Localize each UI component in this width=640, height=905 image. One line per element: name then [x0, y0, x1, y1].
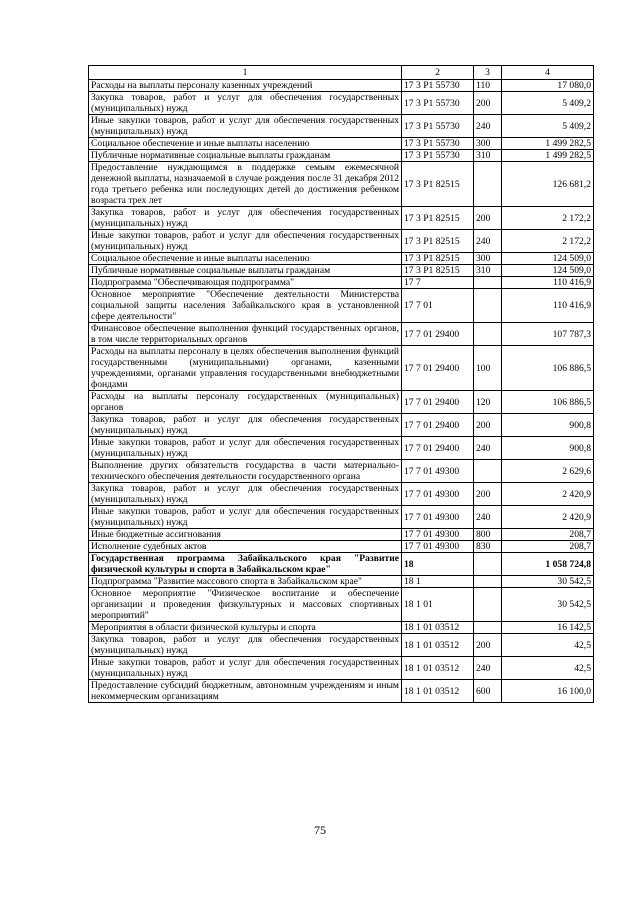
table-row — [89, 323, 594, 346]
cell-sum: 124 509,0 — [502, 253, 594, 265]
cell-sum: 900,8 — [502, 437, 594, 460]
cell-type — [474, 460, 502, 483]
table-row — [89, 115, 594, 138]
cell-sum: 30 542,5 — [502, 588, 594, 622]
cell-sum: 110 416,9 — [502, 289, 594, 323]
table-row — [89, 138, 594, 150]
cell-code: 17 7 01 29400 — [402, 437, 474, 460]
cell-type: 200 — [474, 634, 502, 657]
table-row — [89, 553, 594, 576]
table-row — [89, 253, 594, 265]
cell-sum: 106 886,5 — [502, 346, 594, 391]
cell-name: Иные закупки товаров, работ и услуг для обеспечения государственных (муниципальных) нужд — [89, 437, 402, 460]
cell-sum: 2 172,2 — [502, 207, 594, 230]
cell-type: 200 — [474, 414, 502, 437]
cell-type: 300 — [474, 253, 502, 265]
cell-sum: 2 420,9 — [502, 506, 594, 529]
cell-name: Финансовое обеспечение выполнения функций государственных органов, в том числе территориальных органов — [89, 323, 402, 346]
table-row — [89, 80, 594, 92]
cell-type: 310 — [474, 265, 502, 277]
cell-code: 18 — [402, 553, 474, 576]
cell-type: 240 — [474, 437, 502, 460]
cell-name: Исполнение судебных актов — [89, 541, 402, 553]
table-row — [89, 460, 594, 483]
cell-code: 18 1 01 — [402, 588, 474, 622]
cell-code: 18 1 01 03512 — [402, 657, 474, 680]
table-row — [89, 277, 594, 289]
cell-sum: 900,8 — [502, 414, 594, 437]
cell-code: 18 1 01 03512 — [402, 680, 474, 703]
cell-type — [474, 553, 502, 576]
cell-sum: 42,5 — [502, 657, 594, 680]
cell-code: 17 7 01 29400 — [402, 414, 474, 437]
cell-type — [474, 576, 502, 588]
cell-sum: 1 499 282,5 — [502, 150, 594, 162]
cell-type — [474, 622, 502, 634]
cell-name: Подпрограмма "Развитие массового спорта в Забайкальском крае" — [89, 576, 402, 588]
cell-code: 18 1 — [402, 576, 474, 588]
table-row — [89, 391, 594, 414]
cell-sum: 1 499 282,5 — [502, 138, 594, 150]
cell-type — [474, 162, 502, 207]
cell-code: 17 7 — [402, 277, 474, 289]
cell-code: 17 7 01 29400 — [402, 346, 474, 391]
table-row — [89, 680, 594, 703]
cell-name: Выполнение других обязательств государства в части материально-технического обеспечения деятельности государственного органа — [89, 460, 402, 483]
cell-type — [474, 323, 502, 346]
cell-sum: 124 509,0 — [502, 265, 594, 277]
cell-name: Основное мероприятие "Обеспечение деятельности Министерства социальной защиты населения Забайкальского края в установленной сфере деятельности" — [89, 289, 402, 323]
cell-name: Предоставление субсидий бюджетным, автономным учреждениям и иным некоммерческим организациям — [89, 680, 402, 703]
cell-type: 110 — [474, 80, 502, 92]
table-row — [89, 576, 594, 588]
cell-type: 240 — [474, 115, 502, 138]
cell-sum: 110 416,9 — [502, 277, 594, 289]
cell-sum: 16 100,0 — [502, 680, 594, 703]
table-row — [89, 622, 594, 634]
cell-code: 17 7 01 49300 — [402, 541, 474, 553]
cell-name: Закупка товаров, работ и услуг для обеспечения государственных (муниципальных) нужд — [89, 414, 402, 437]
cell-code: 17 3 P1 55730 — [402, 150, 474, 162]
cell-code: 17 3 P1 82515 — [402, 162, 474, 207]
cell-name: Расходы на выплаты персоналу казенных учреждений — [89, 80, 402, 92]
cell-type: 830 — [474, 541, 502, 553]
cell-code: 17 7 01 49300 — [402, 483, 474, 506]
cell-code: 18 1 01 03512 — [402, 622, 474, 634]
cell-sum: 2 420,9 — [502, 483, 594, 506]
table-row — [89, 230, 594, 253]
cell-sum: 2 172,2 — [502, 230, 594, 253]
cell-code: 17 7 01 49300 — [402, 529, 474, 541]
cell-sum: 16 142,5 — [502, 622, 594, 634]
cell-name: Иные бюджетные ассигнования — [89, 529, 402, 541]
cell-type: 100 — [474, 346, 502, 391]
table-row — [89, 483, 594, 506]
cell-sum: 208,7 — [502, 541, 594, 553]
cell-type: 240 — [474, 506, 502, 529]
cell-name: Закупка товаров, работ и услуг для обеспечения государственных (муниципальных) нужд — [89, 92, 402, 115]
cell-sum: 106 886,5 — [502, 391, 594, 414]
cell-type: 240 — [474, 657, 502, 680]
cell-name: Расходы на выплаты персоналу в целях обеспечения выполнения функций государственными (муниципальными) органами, казенными учреждениями, органами управления государственными внебюджетными фондами — [89, 346, 402, 391]
table-row — [89, 92, 594, 115]
cell-type: 200 — [474, 483, 502, 506]
cell-sum: 126 681,2 — [502, 162, 594, 207]
cell-name: Предоставление нуждающимся в поддержке семьям ежемесячной денежной выплаты, назначаемой в случае рождения после 31 декабря 2012 года третьего ребенка или последующих детей до достижения ребенком возраста трех лет — [89, 162, 402, 207]
cell-name: Основное мероприятие "Физическое воспитание и обеспечение организации и проведения физкультурных и массовых спортивных мероприятий" — [89, 588, 402, 622]
cell-name: Расходы на выплаты персоналу государственных (муниципальных) органов — [89, 391, 402, 414]
table-row — [89, 657, 594, 680]
header-cell-code: 2 — [402, 66, 474, 80]
header-cell-name: 1 — [89, 66, 402, 80]
cell-type: 600 — [474, 680, 502, 703]
cell-sum: 1 058 724,8 — [502, 553, 594, 576]
cell-sum: 2 629,6 — [502, 460, 594, 483]
cell-sum: 208,7 — [502, 529, 594, 541]
table-row — [89, 588, 594, 622]
cell-name: Закупка товаров, работ и услуг для обеспечения государственных (муниципальных) нужд — [89, 483, 402, 506]
cell-code: 17 3 P1 55730 — [402, 138, 474, 150]
table-row — [89, 162, 594, 207]
cell-sum: 107 787,3 — [502, 323, 594, 346]
table-row — [89, 265, 594, 277]
cell-type: 300 — [474, 138, 502, 150]
header-cell-type: 3 — [474, 66, 502, 80]
cell-sum: 42,5 — [502, 634, 594, 657]
cell-code: 17 7 01 29400 — [402, 323, 474, 346]
cell-sum: 5 409,2 — [502, 92, 594, 115]
cell-type — [474, 588, 502, 622]
cell-name: Мероприятия в области физической культуры и спорта — [89, 622, 402, 634]
table-row — [89, 506, 594, 529]
table-row — [89, 150, 594, 162]
cell-type — [474, 289, 502, 323]
cell-name: Подпрограмма "Обеспечивающая подпрограмма" — [89, 277, 402, 289]
cell-name: Закупка товаров, работ и услуг для обеспечения государственных (муниципальных) нужд — [89, 634, 402, 657]
cell-code: 18 1 01 03512 — [402, 634, 474, 657]
cell-code: 17 7 01 29400 — [402, 391, 474, 414]
cell-name: Иные закупки товаров, работ и услуг для обеспечения государственных (муниципальных) нужд — [89, 230, 402, 253]
cell-code: 17 3 P1 82515 — [402, 253, 474, 265]
cell-name: Иные закупки товаров, работ и услуг для обеспечения государственных (муниципальных) нужд — [89, 506, 402, 529]
cell-code: 17 7 01 — [402, 289, 474, 323]
cell-code: 17 7 01 49300 — [402, 506, 474, 529]
table-row — [89, 634, 594, 657]
cell-type: 800 — [474, 529, 502, 541]
cell-name: Публичные нормативные социальные выплаты гражданам — [89, 150, 402, 162]
table-row — [89, 541, 594, 553]
cell-type: 200 — [474, 92, 502, 115]
budget-table-body — [89, 66, 594, 703]
cell-code: 17 3 P1 82515 — [402, 265, 474, 277]
cell-type: 200 — [474, 207, 502, 230]
cell-code: 17 3 P1 55730 — [402, 80, 474, 92]
cell-type: 310 — [474, 150, 502, 162]
table-row — [89, 437, 594, 460]
table-row — [89, 207, 594, 230]
cell-type — [474, 277, 502, 289]
cell-code: 17 3 P1 55730 — [402, 115, 474, 138]
cell-sum: 30 542,5 — [502, 576, 594, 588]
cell-code: 17 7 01 49300 — [402, 460, 474, 483]
cell-name: Социальное обеспечение и иные выплаты населению — [89, 253, 402, 265]
table-row — [89, 289, 594, 323]
cell-code: 17 3 P1 82515 — [402, 230, 474, 253]
budget-table — [88, 65, 594, 703]
cell-code: 17 3 P1 55730 — [402, 92, 474, 115]
cell-name: Публичные нормативные социальные выплаты гражданам — [89, 265, 402, 277]
table-row — [89, 414, 594, 437]
cell-name: Иные закупки товаров, работ и услуг для обеспечения государственных (муниципальных) нужд — [89, 115, 402, 138]
cell-sum: 17 080,0 — [502, 80, 594, 92]
table-row — [89, 346, 594, 391]
table-header-row — [89, 66, 594, 80]
cell-name: Социальное обеспечение и иные выплаты населению — [89, 138, 402, 150]
cell-type: 120 — [474, 391, 502, 414]
header-cell-sum: 4 — [502, 66, 594, 80]
cell-name: Иные закупки товаров, работ и услуг для обеспечения государственных (муниципальных) нужд — [89, 657, 402, 680]
cell-type: 240 — [474, 230, 502, 253]
page-number: 75 — [314, 823, 326, 837]
cell-name: Государственная программа Забайкальского края "Развитие физической культуры и спорта в Забайкальском крае" — [89, 553, 402, 576]
table-row — [89, 529, 594, 541]
cell-code: 17 3 P1 82515 — [402, 207, 474, 230]
cell-sum: 5 409,2 — [502, 115, 594, 138]
cell-name: Закупка товаров, работ и услуг для обеспечения государственных (муниципальных) нужд — [89, 207, 402, 230]
